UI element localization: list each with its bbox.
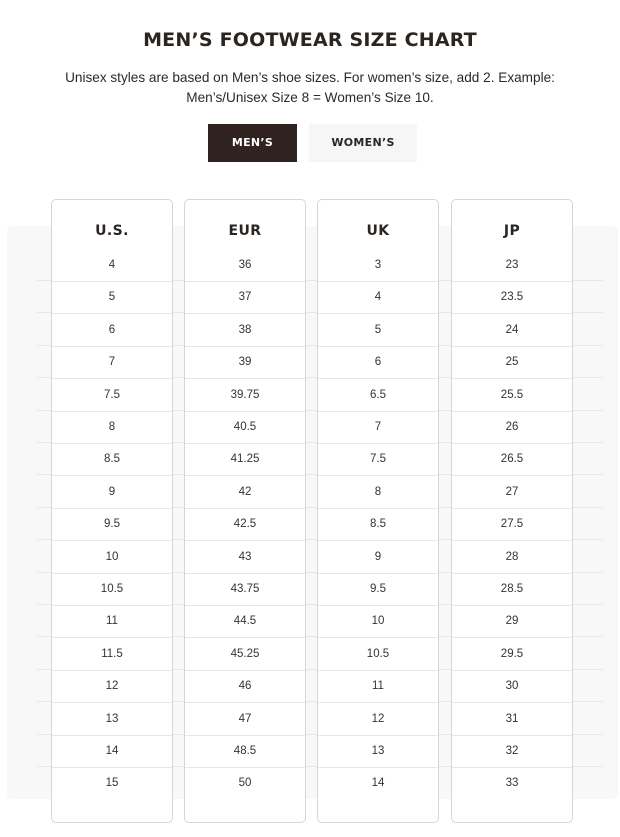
subtitle-line-2: Men’s/Unisex Size 8 = Women’s Size 10. — [186, 90, 434, 105]
size-cell-uk: 4 — [374, 291, 382, 304]
row-divider — [452, 281, 572, 282]
row-divider — [318, 281, 438, 282]
row-divider — [318, 637, 438, 638]
row-divider — [452, 475, 572, 476]
size-cell-us: 6 — [108, 323, 116, 336]
column-header-us: U.S. — [95, 223, 129, 239]
row-divider — [185, 378, 305, 379]
size-cell-us: 12 — [105, 680, 119, 693]
column-jp — [451, 199, 573, 823]
size-cell-eur: 40.5 — [233, 421, 257, 433]
size-cell-uk: 5 — [374, 323, 382, 336]
row-divider — [185, 475, 305, 476]
row-divider — [452, 702, 572, 703]
row-divider — [52, 767, 172, 768]
row-divider — [318, 443, 438, 444]
row-divider — [318, 670, 438, 671]
row-divider — [52, 637, 172, 638]
size-cell-us: 10 — [105, 550, 119, 563]
size-cell-uk: 13 — [371, 745, 385, 757]
row-divider — [318, 605, 438, 606]
size-cell-eur: 44.5 — [233, 615, 257, 628]
size-cell-uk: 10.5 — [366, 647, 390, 660]
size-cell-eur: 42 — [238, 485, 252, 498]
row-divider — [318, 573, 438, 574]
row-divider — [318, 540, 438, 541]
row-divider — [185, 540, 305, 541]
size-cell-uk: 9 — [374, 550, 382, 563]
size-cell-eur: 39 — [238, 356, 252, 369]
size-cell-eur: 42.5 — [233, 518, 257, 531]
size-cell-jp: 29 — [505, 615, 519, 628]
row-divider — [52, 411, 172, 412]
row-divider — [452, 443, 572, 444]
row-divider — [52, 281, 172, 282]
size-cell-eur: 39.75 — [230, 388, 260, 401]
column-uk — [317, 199, 439, 823]
size-cell-jp: 25.5 — [500, 388, 524, 401]
size-cell-us: 4 — [108, 259, 116, 271]
row-divider — [52, 735, 172, 736]
row-divider — [52, 475, 172, 476]
row-divider — [452, 540, 572, 541]
size-cell-eur: 43.75 — [230, 583, 260, 595]
size-cell-uk: 11 — [372, 680, 384, 693]
size-cell-us: 11.5 — [101, 647, 123, 660]
row-divider — [52, 540, 172, 541]
size-cell-us: 15 — [105, 777, 119, 790]
size-cell-us: 13 — [105, 712, 119, 725]
row-divider — [185, 767, 305, 768]
size-cell-eur: 37 — [238, 291, 252, 304]
row-divider — [452, 411, 572, 412]
row-divider — [452, 573, 572, 574]
size-cell-jp: 23.5 — [500, 291, 524, 304]
size-cell-uk: 9.5 — [370, 583, 386, 595]
size-cell-jp: 33 — [505, 777, 519, 790]
row-divider — [52, 313, 172, 314]
row-divider — [318, 378, 438, 379]
row-divider — [452, 313, 572, 314]
size-cell-us: 5 — [108, 291, 116, 304]
row-divider — [52, 443, 172, 444]
row-divider — [52, 378, 172, 379]
size-cell-uk: 3 — [374, 259, 382, 271]
row-divider — [318, 346, 438, 347]
size-cell-jp: 28.5 — [500, 583, 524, 595]
row-divider — [452, 670, 572, 671]
row-divider — [452, 378, 572, 379]
size-cell-jp: 23 — [505, 259, 519, 271]
size-cell-eur: 45.25 — [230, 647, 260, 660]
row-divider — [452, 637, 572, 638]
column-header-eur: EUR — [228, 223, 262, 239]
tab-womens[interactable]: WOMEN’S — [309, 124, 417, 162]
row-divider — [452, 508, 572, 509]
size-cell-us: 7 — [108, 356, 116, 369]
size-cell-uk: 8 — [374, 485, 382, 498]
size-cell-jp: 30 — [505, 680, 519, 693]
row-divider — [452, 767, 572, 768]
size-cell-uk: 12 — [371, 712, 385, 725]
size-cell-us: 10.5 — [100, 583, 124, 595]
size-cell-jp: 28 — [505, 550, 519, 563]
row-divider — [52, 702, 172, 703]
size-cell-uk: 7.5 — [370, 453, 386, 466]
column-us — [51, 199, 173, 823]
row-divider — [318, 508, 438, 509]
size-cell-us: 7.5 — [104, 388, 120, 401]
row-divider — [185, 281, 305, 282]
row-divider — [185, 411, 305, 412]
row-divider — [185, 735, 305, 736]
size-cell-eur: 43 — [238, 550, 252, 563]
row-divider — [185, 637, 305, 638]
size-cell-jp: 26.5 — [500, 453, 524, 466]
row-divider — [452, 735, 572, 736]
size-cell-us: 9 — [108, 485, 116, 498]
size-cell-eur: 47 — [238, 712, 252, 725]
row-divider — [452, 605, 572, 606]
row-divider — [185, 605, 305, 606]
subtitle-line-1: Unisex styles are based on Men’s shoe sizes. For women’s size, add 2. Example: — [65, 70, 555, 85]
size-cell-jp: 32 — [505, 745, 519, 757]
size-cell-us: 14 — [105, 745, 119, 757]
column-header-jp: JP — [503, 223, 521, 239]
row-divider — [185, 702, 305, 703]
size-cell-eur: 36 — [238, 259, 252, 271]
size-cell-eur: 48.5 — [233, 745, 257, 757]
row-divider — [185, 443, 305, 444]
size-cell-uk: 10 — [371, 615, 385, 628]
row-divider — [185, 313, 305, 314]
size-cell-jp: 27.5 — [500, 518, 524, 531]
size-cell-uk: 14 — [371, 777, 385, 790]
row-divider — [52, 508, 172, 509]
size-cell-eur: 50 — [238, 777, 252, 790]
size-cell-jp: 26 — [505, 421, 519, 433]
size-cell-eur: 41.25 — [230, 453, 260, 466]
size-cell-uk: 8.5 — [370, 518, 386, 531]
row-divider — [318, 475, 438, 476]
size-cell-uk: 6 — [374, 356, 382, 369]
row-divider — [185, 573, 305, 574]
row-divider — [185, 670, 305, 671]
size-cell-us: 8 — [108, 421, 116, 433]
size-cell-us: 11 — [106, 615, 118, 628]
page-title: MEN’S FOOTWEAR SIZE CHART — [143, 29, 477, 51]
row-divider — [318, 313, 438, 314]
size-cell-jp: 29.5 — [500, 647, 524, 660]
row-divider — [318, 702, 438, 703]
row-divider — [185, 346, 305, 347]
column-eur — [184, 199, 306, 823]
size-cell-jp: 24 — [505, 323, 519, 336]
size-cell-uk: 6.5 — [370, 388, 386, 401]
size-cell-jp: 27 — [505, 485, 519, 498]
row-divider — [52, 670, 172, 671]
size-cell-eur: 38 — [238, 323, 252, 336]
row-divider — [52, 573, 172, 574]
size-cell-jp: 31 — [505, 712, 519, 725]
column-header-uk: UK — [366, 223, 390, 239]
tab-mens[interactable]: MEN’S — [208, 124, 297, 162]
row-divider — [318, 735, 438, 736]
row-divider — [52, 346, 172, 347]
size-cell-jp: 25 — [505, 356, 519, 369]
size-cell-eur: 46 — [238, 680, 252, 693]
row-divider — [185, 508, 305, 509]
page-subtitle — [0, 68, 620, 108]
row-divider — [318, 767, 438, 768]
size-cell-us: 9.5 — [104, 518, 120, 531]
row-divider — [452, 346, 572, 347]
size-cell-us: 8.5 — [104, 453, 120, 466]
row-divider — [52, 605, 172, 606]
row-divider — [318, 411, 438, 412]
size-cell-uk: 7 — [374, 421, 382, 433]
